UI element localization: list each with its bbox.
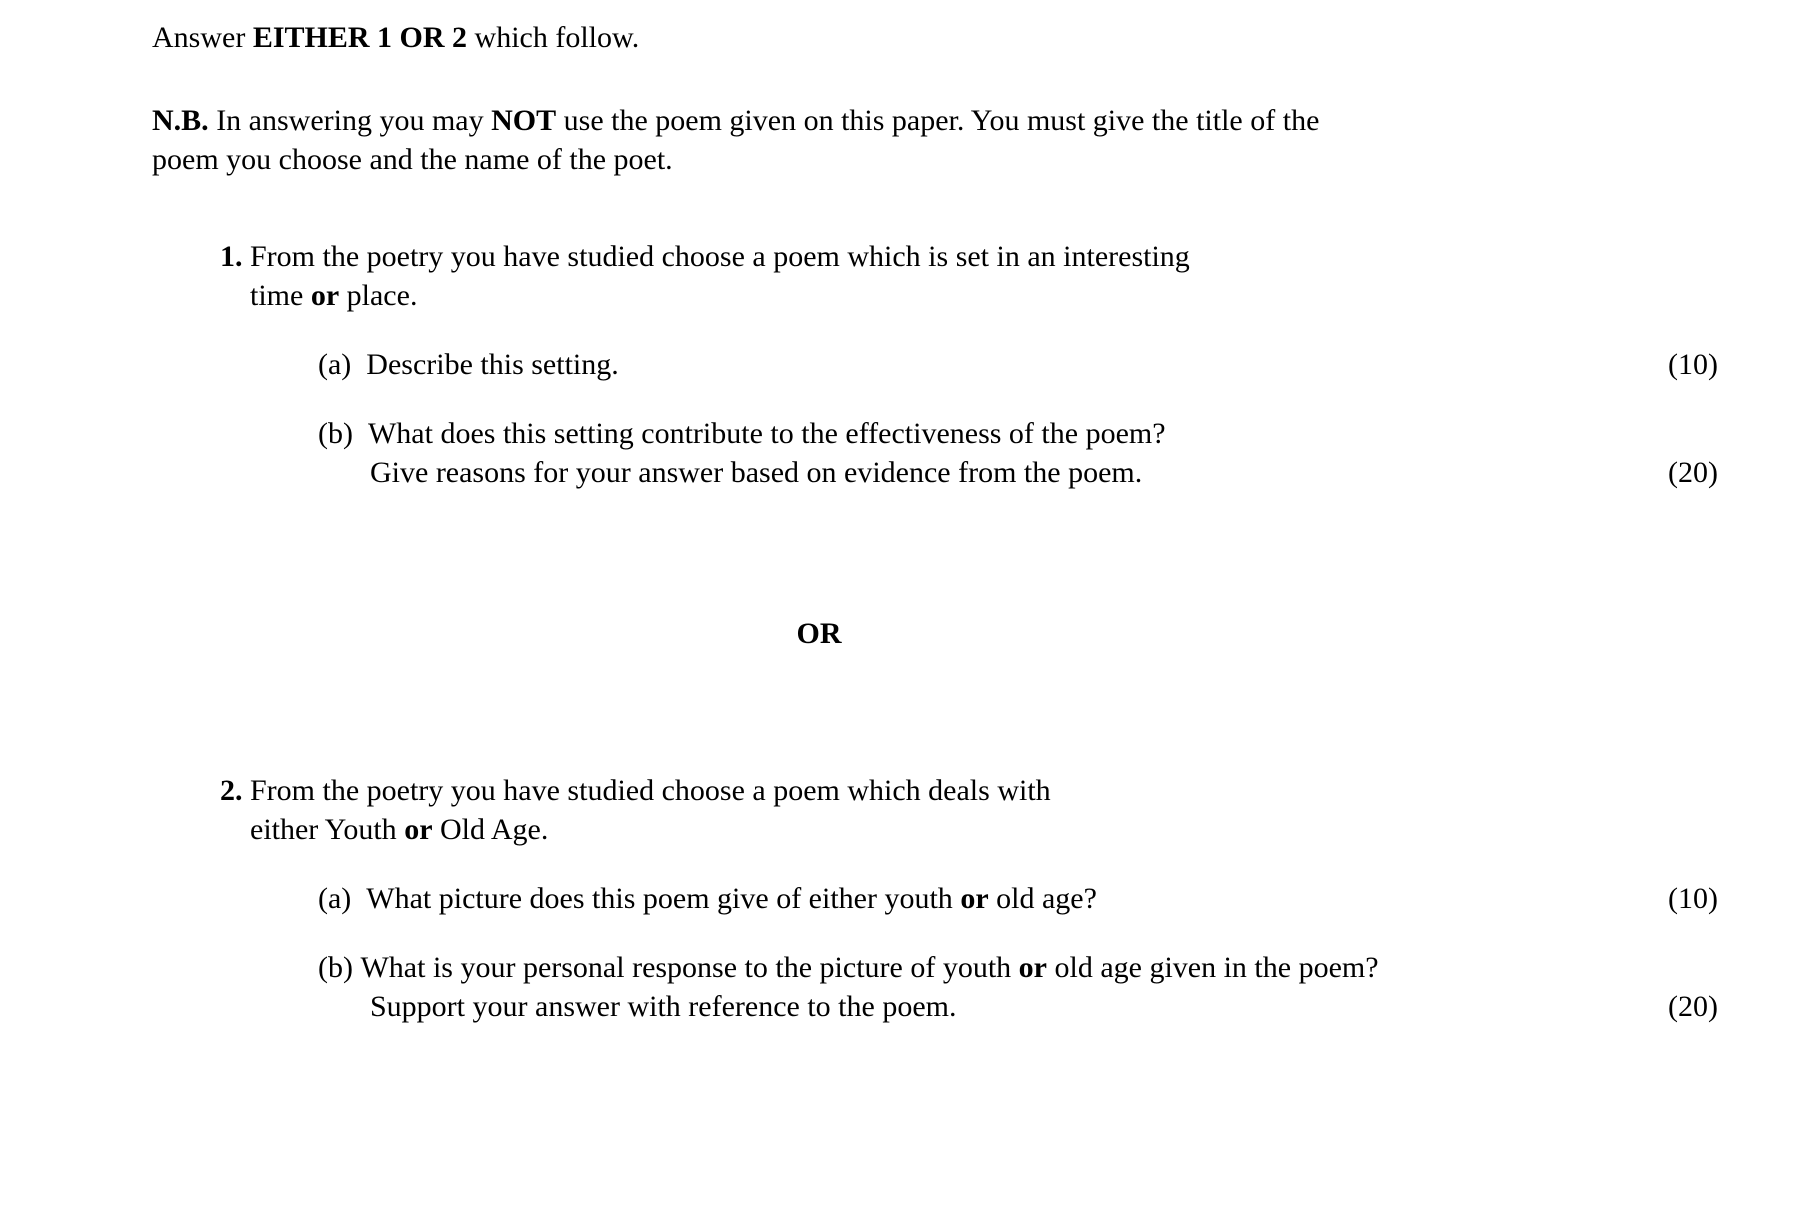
question-2-part-a-text-pre: What picture does this poem give of either youth: [366, 882, 961, 915]
question-1-stem-line2-post: place.: [339, 279, 418, 312]
question-2-part-b-marks: (20): [1668, 990, 1718, 1023]
question-2-part-b-continuation: Support your answer with reference to the poem.: [370, 990, 957, 1023]
question-2-part-b-label: (b): [318, 951, 353, 984]
question-2-part-a-marks: (10): [1668, 882, 1718, 915]
question-1-number: 1.: [220, 240, 243, 273]
question-2-number: 2.: [220, 774, 243, 807]
question-1-part-a-marks: (10): [1668, 348, 1718, 381]
question-2-part-b-body: [318, 948, 1588, 1026]
question-2-part-a-text-bold: or: [960, 882, 989, 915]
question-2-stem-line2-bold: or: [404, 813, 433, 846]
question-1-part-a-body: [318, 345, 1588, 384]
question-2-stem-line2-pre: either Youth: [250, 813, 405, 846]
question-2-part-a-label: (a): [318, 882, 352, 915]
answer-instruction: [152, 18, 1698, 57]
question-1-part-a-label: (a): [318, 348, 352, 381]
question-2-stem-line1: From the poetry you have studied choose a poem which deals with: [250, 774, 1051, 807]
question-1-head: [152, 237, 1718, 315]
answer-instruction-pre: Answer: [152, 21, 253, 54]
question-1-part-a: [152, 345, 1718, 384]
nb-note: [152, 101, 1698, 179]
answer-instruction-post: which follow.: [467, 21, 640, 54]
question-1-stem: [250, 237, 1718, 315]
question-2-part-b-text-pre: What is your personal response to the picture of youth: [360, 951, 1019, 984]
question-2-head: [152, 771, 1718, 849]
question-1: [152, 237, 1718, 492]
intro-block: [152, 18, 1698, 179]
question-1-stem-line2-bold: or: [310, 279, 340, 312]
nb-text-part2: use the poem given on this paper. You must give the title of the: [556, 104, 1320, 137]
question-2-part-b: [152, 948, 1718, 1026]
question-2-part-b-text-post: old age given in the poem?: [1046, 951, 1379, 984]
question-2-stem: [250, 771, 1718, 849]
answer-instruction-bold: EITHER 1 OR 2: [252, 21, 468, 54]
or-divider: OR: [796, 617, 842, 650]
question-1-part-b-label: (b): [318, 417, 353, 450]
question-2-stem-line2-post: Old Age.: [432, 813, 549, 846]
question-2: [152, 771, 1718, 1026]
question-2-part-b-text-bold: or: [1018, 951, 1047, 984]
question-2-part-a: [152, 879, 1718, 918]
nb-label: N.B.: [152, 104, 209, 137]
question-1-part-a-text: Describe this setting.: [366, 348, 619, 381]
question-1-stem-line2: [250, 276, 1718, 315]
question-1-stem-line2-pre: time: [250, 279, 311, 312]
nb-text-part1: In answering you may: [208, 104, 492, 137]
question-1-part-b-body: [318, 414, 1588, 492]
question-2-part-a-text-post: old age?: [988, 882, 1097, 915]
question-1-part-b-text: What does this setting contribute to the effectiveness of the poem?: [367, 417, 1166, 450]
nb-bold-not: NOT: [491, 104, 557, 137]
question-1-part-b-continuation: Give reasons for your answer based on evidence from the poem.: [370, 456, 1143, 489]
question-2-stem-line2: [250, 810, 1718, 849]
question-1-part-b: [152, 414, 1718, 492]
question-2-part-a-body: [318, 879, 1588, 918]
question-1-part-b-marks: (20): [1668, 456, 1718, 489]
nb-line2: poem you choose and the name of the poet.: [152, 143, 673, 176]
question-1-stem-line1: From the poetry you have studied choose a poem which is set in an interesting: [250, 240, 1190, 273]
